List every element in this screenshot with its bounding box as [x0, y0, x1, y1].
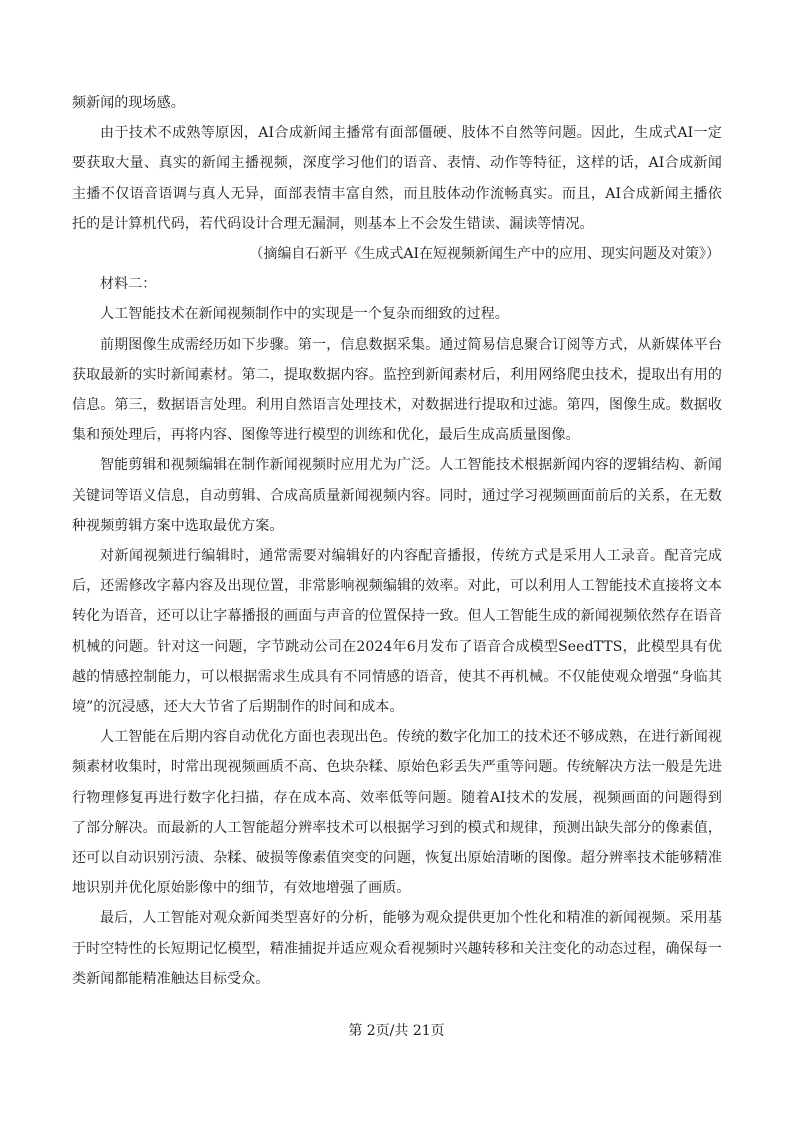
source-citation: （摘编自石新平《生成式AI在短视频新闻生产中的应用、现实问题及对策》） — [249, 246, 720, 263]
material-two-heading: 材料二： — [100, 276, 157, 293]
page-number: 第 2页/共 21页 — [348, 1023, 445, 1039]
paragraph-post-optimization: 人工智能在后期内容自动优化方面也表现出色。传统的数字化加工的技术还不够成熟，在进行新闻视频素材收集时，时常出现视频画质不高、色块杂糅、原始色彩丢失严重等问题。传统解决方法一般是先进行物理修复再进行数字化扫描，存在成本高、效率低等问题。随着AI技术的发展，视频画面的问题得到了部分解决。而最新的人工智能超分辨率技术可以根据学习到的模式和规律，预测出缺失部分的像素值，还可以自动识别污渍、杂糅、破损等像素值突变的问题，恢复出原始清晰的图像。超分辨率技术能够精准地识别并优化原始影像中的细节，有效地增强了画质。 — [72, 729, 722, 897]
document-body — [72, 88, 722, 994]
paragraph-voice-dubbing: 对新闻视频进行编辑时，通常需要对编辑好的内容配音播报，传统方式是采用人工录音。配音完成后，还需修改字幕内容及出现位置，非常影响视频编辑的效率。对此，可以利用人工智能技术直接将文本转化为语音，还可以让字幕播报的画面与声音的位置保持一致。但人工智能生成的新闻视频依然存在语音机械的问题。针对这一问题，字节跳动公司在2024年6月发布了语音合成模型SeedTTS，此模型具有优越的情感控制能力，可以根据需求生成具有不同情感的语音，使其不再机械。不仅能使观众增强“身临其境”的沉浸感，还大大节省了后期制作的时间和成本。 — [72, 548, 722, 716]
paragraph-intro: 人工智能技术在新闻视频制作中的实现是一个复杂而细致的过程。 — [100, 306, 509, 323]
paragraph-continuation: 频新闻的现场感。 — [72, 95, 185, 111]
paragraph-personalization: 最后，人工智能对观众新闻类型喜好的分析，能够为观众提供更加个性化和精准的新闻视频。采用基于时空特性的长短期记忆模型，精准捕捉并适应观众看视频时兴趣转移和关注变化的动态过程，确保每一类新闻都能精准触达目标受众。 — [72, 910, 722, 987]
paragraph-image-generation: 前期图像生成需经历如下步骤。第一，信息数据采集。通过简易信息聚合订阅等方式，从新媒体平台获取最新的实时新闻素材。第二，提取数据内容。监控到新闻素材后，利用网络爬虫技术，提取出有用的信息。第三，数据语言处理。利用自然语言处理技术，对数据进行提取和过滤。第四，图像生成。数据收集和预处理后，再将内容、图像等进行模型的训练和优化，最后生成高质量图像。 — [72, 336, 722, 444]
paragraph-ai-anchor-issues: 由于技术不成熟等原因，AI合成新闻主播常有面部僵硬、肢体不自然等问题。因此，生成式AI一定要获取大量、真实的新闻主播视频，深度学习他们的语音、表情、动作等特征，这样的话，AI合成新闻主播不仅语音语调与真人无异，面部表情丰富自然，而且肢体动作流畅真实。而且，AI合成新闻主播依托的是计算机代码，若代码设计合理无漏洞，则基本上不会发生错读、漏读等情况。 — [72, 125, 722, 232]
paragraph-smart-editing: 智能剪辑和视频编辑在制作新闻视频时应用尤为广泛。人工智能技术根据新闻内容的逻辑结构、新闻关键词等语义信息，自动剪辑、合成高质量新闻视频内容。同时，通过学习视频画面前后的关系，在无数种视频剪辑方案中选取最优方案。 — [72, 457, 722, 534]
